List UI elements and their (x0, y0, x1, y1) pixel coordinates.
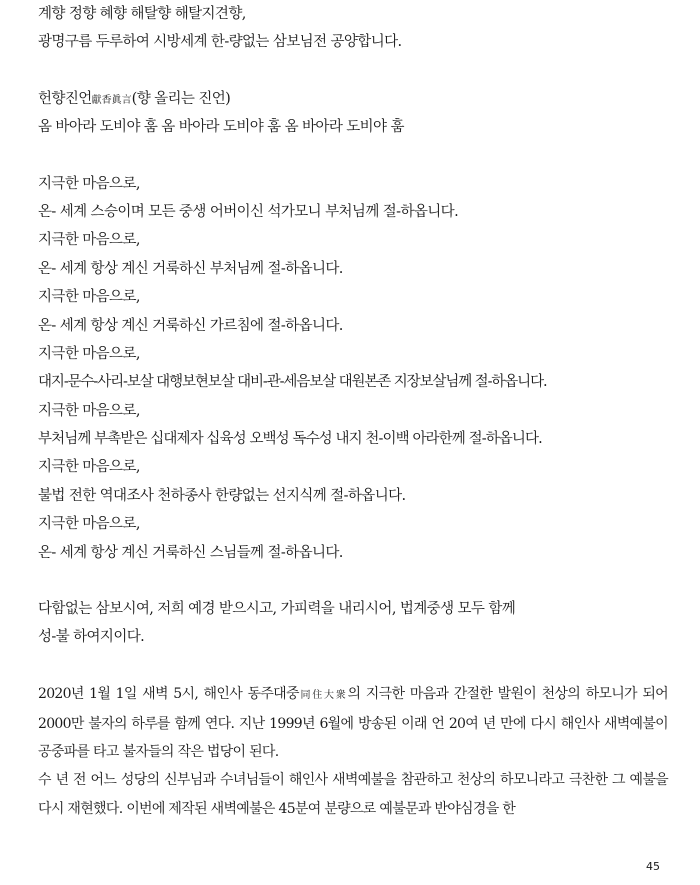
article-body (38, 680, 668, 823)
mantra-title-suffix: (향 올리는 진언) (131, 90, 231, 107)
mantra-line: 옴 바아라 도비야 훔 옴 바아라 도비야 훔 옴 바아라 도비야 훔 (38, 119, 404, 136)
prostration-line: 지극한 마음으로, (38, 402, 140, 419)
prostration-line: 지극한 마음으로, (38, 459, 140, 476)
prostration-line: 지극한 마음으로, (38, 175, 140, 192)
wish-line-1: 다함없는 삼보시여, 저희 예경 받으시고, 가피력을 내리시어, 법계중생 모두 함께 (38, 601, 516, 618)
offering-line-2: 광명구름 두루하여 시방세계 한-량없는 삼보님전 공양합니다. (38, 34, 402, 51)
article-paragraph-1 (38, 680, 668, 767)
prostration-line: 불법 전한 역대조사 천하종사 한량없는 선지식께 절-하옵니다. (38, 487, 406, 504)
prostration-line: 지극한 마음으로, (38, 516, 140, 533)
mantra-title (38, 85, 668, 113)
verse-gap (38, 57, 668, 85)
prostration-line: 지극한 마음으로, (38, 232, 140, 249)
article-p1-before: 2020년 1월 1일 새벽 5시, 해인사 동주대중 (38, 685, 299, 702)
mantra-section (38, 85, 668, 142)
article-p1-after: 의 지극한 마음과 간절한 발원이 천상의 하모니가 되어 2000만 불자의 하루를 함께 연다. 지난 1999년 6월에 방송된 이래 언 20여 년 만에 다시 해인사 새벽예불이 공중파를 타고 불자들의 작은 법당이 된다. (38, 685, 668, 761)
prostration-line: 지극한 마음으로, (38, 289, 140, 306)
prostration-line: 온- 세계 항상 계신 거룩하신 부처님께 절-하옵니다. (38, 260, 343, 277)
page-number: 45 (646, 860, 660, 873)
prostration-verses (38, 170, 668, 567)
offering-line-1: 계향 정향 혜향 해탈향 해탈지견향, (38, 6, 246, 22)
prostration-line: 지극한 마음으로, (38, 345, 140, 362)
prostration-line: 온- 세계 항상 계신 거룩하신 스님들께 절-하옵니다. (38, 544, 343, 561)
prostration-line: 부처님께 부촉받은 십대제자 십육성 오백성 독수성 내지 천-이백 아라한께 절-하옵니다. (38, 431, 542, 448)
verse-gap (38, 652, 668, 680)
verse-gap (38, 567, 668, 595)
prostration-line: 온- 세계 스승이며 모든 중생 어버이신 석가모니 부처님께 절-하옵니다. (38, 203, 459, 220)
wish-verse (38, 595, 668, 652)
offering-verse (38, 0, 668, 57)
article-p1-hanja: 同住大衆 (298, 689, 348, 701)
page-body (38, 0, 668, 823)
mantra-title-prefix: 헌향진언 (38, 90, 92, 107)
article-paragraph-2: 수 년 전 어느 성당의 신부님과 수녀님들이 해인사 새벽예불을 참관하고 천상의 하모니라고 극찬한 그 예불을 다시 재현했다. 이번에 제작된 새벽예불은 45분여 분량으로 예불문과 반야심경을 한 (38, 772, 668, 817)
prostration-line: 대지-문수-사리-보살 대행보현보살 대비-관-세음보살 대원본존 지장보살님께 절-하옵니다. (38, 374, 547, 391)
mantra-title-hanja: 獻香眞言 (91, 94, 132, 106)
wish-line-2: 성-불 하여지이다. (38, 629, 145, 646)
prostration-line: 온- 세계 항상 계신 거룩하신 가르침에 절-하옵니다. (38, 317, 343, 334)
verse-gap (38, 142, 668, 170)
